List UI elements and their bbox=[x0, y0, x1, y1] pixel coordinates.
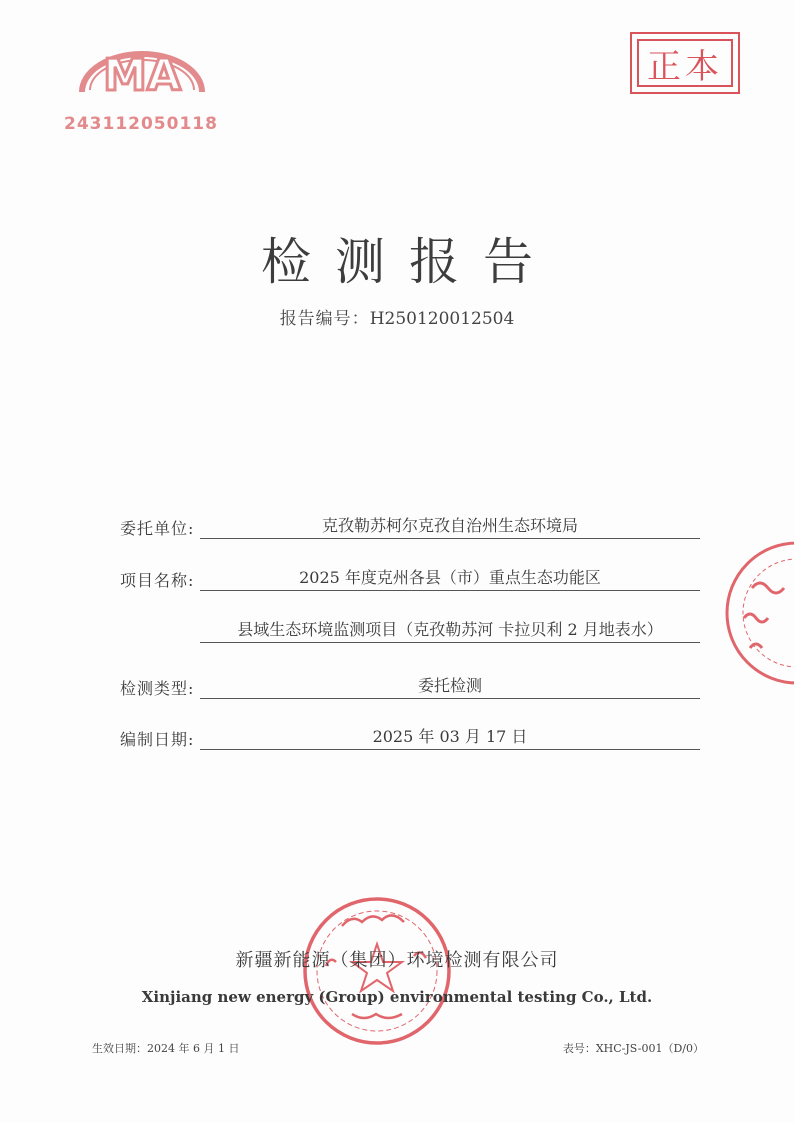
client-label: 委托单位: bbox=[120, 519, 195, 538]
compile-date-label: 编制日期: bbox=[120, 730, 195, 749]
report-number-label: 报告编号： bbox=[279, 309, 370, 329]
test-type-value: 委托检测 bbox=[200, 674, 700, 699]
page-title: 检测报告 bbox=[261, 233, 557, 291]
original-copy-stamp bbox=[630, 32, 740, 94]
project-value-line2: 县域生态环境监测项目（克孜勒苏河 卡拉贝利 2 月地表水） bbox=[200, 618, 700, 643]
cma-certificate-number: 243112050118 bbox=[64, 114, 218, 134]
company-name-english: Xinjiang new energy (Group) environmental testing Co., Ltd. bbox=[141, 988, 653, 1006]
cma-letters: MA bbox=[103, 50, 181, 101]
report-number-value: H250120012504 bbox=[369, 309, 515, 329]
test-type-label: 检测类型: bbox=[120, 679, 195, 698]
original-copy-label: 正本 bbox=[647, 46, 723, 87]
company-name-chinese: 新疆新能源（集团）环境检测有限公司 bbox=[235, 950, 559, 971]
project-label: 项目名称: bbox=[120, 571, 195, 590]
report-number bbox=[0, 304, 794, 329]
effective-date: 生效日期：2024 年 6 月 1 日 bbox=[92, 1042, 240, 1055]
client-value: 克孜勒苏柯尔克孜自治州生态环境局 bbox=[200, 514, 700, 539]
project-value-line1: 2025 年度克州各县（市）重点生态功能区 bbox=[200, 566, 700, 591]
compile-date-value: 2025 年 03 月 17 日 bbox=[200, 725, 700, 750]
form-number: 表号：XHC-JS-001（D/0） bbox=[562, 1042, 704, 1055]
edge-seal-stamp bbox=[722, 538, 794, 688]
